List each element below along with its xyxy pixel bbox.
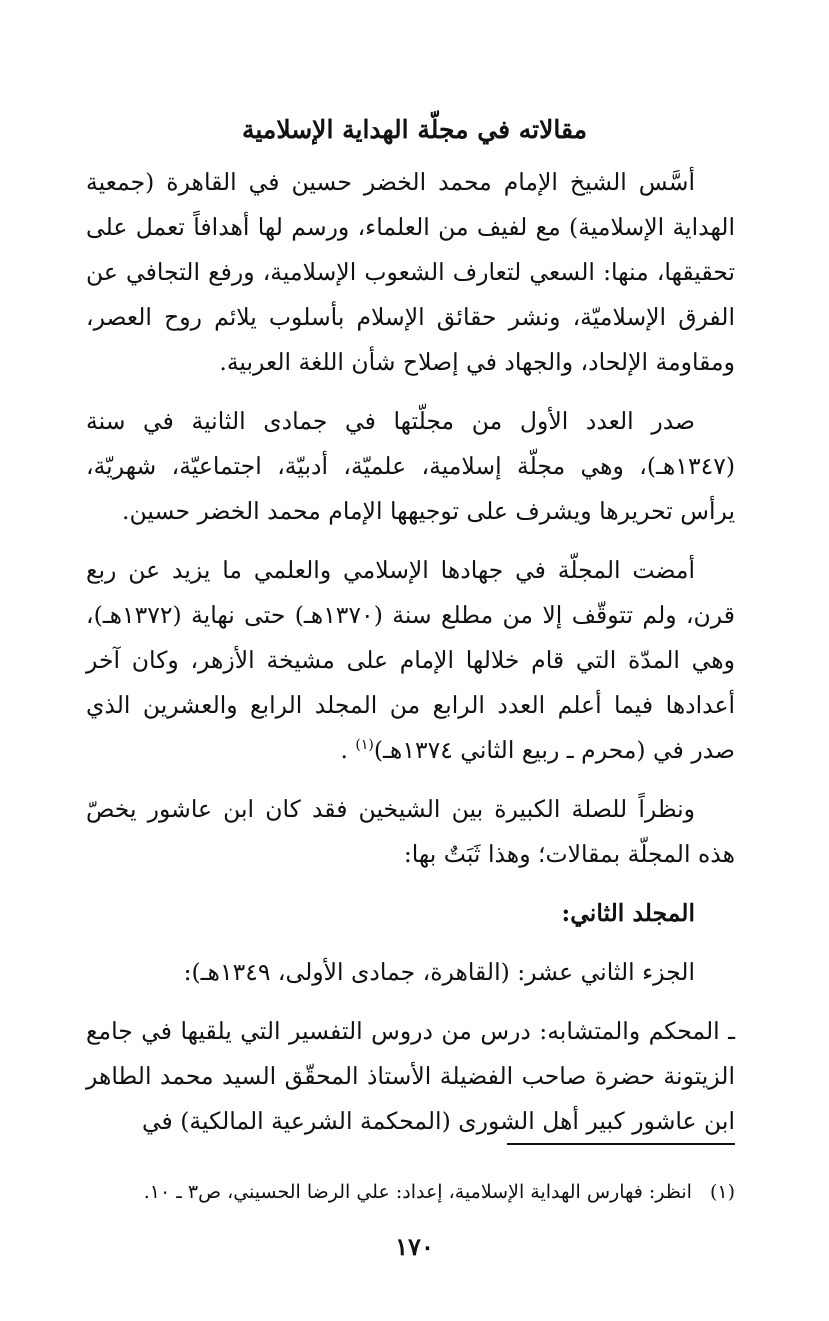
running-head: مقالاته في مجلّة الهداية الإسلامية	[241, 115, 587, 144]
page-number: ١٧٠	[395, 1232, 434, 1261]
paragraph-duration-text: أمضت المجلّة في جهادها الإسلامي والعلمي ما يزيد عن ربع قرن، ولم تتوقّف إلا من مطلع سنة (١٣٧٠هـ) حتى نهاية (١٣٧٢هـ)، وهي المدّة التي قام خلالها الإمام على مشيخة الأزهر، وكان آخر أعدادها فيما أعلم العدد الرابع من المجلد الرابع والعشرين الذي صدر في (محرم ـ ربيع الثاني ١٣٧٤هـ)	[86, 556, 736, 764]
issue-line: الجزء الثاني عشر: (القاهرة، جمادى الأولى، ١٣٤٩هـ):	[183, 958, 695, 986]
article-entry: ـ المحكم والمتشابه: درس من دروس التفسير التي يلقيها في جامع الزيتونة حضرة صاحب الفضيلة الأستاذ المحقّق السيد محمد الطاهر ابن عاشور كبير أهل الشورى (المحكمة الشرعية المالكية) في	[86, 1017, 735, 1135]
body-text	[86, 160, 735, 1158]
footnote-reference: (١)	[355, 737, 374, 754]
footnote-separator	[507, 1143, 735, 1145]
paragraph-founding: أسَّس الشيخ الإمام محمد الخضر حسين في القاهرة (جمعية الهداية الإسلامية) مع لفيف من العلماء، ورسم لها أهدافاً تعمل على تحقيقها، منها: السعي لتعارف الشعوب الإسلامية، ورفع التجافي عن الفرق الإسلاميّة، ونشر حقائق الإسلام بأسلوب يلائم روح العصر، ومقاومة الإلحاد، والجهاد في إصلاح شأن اللغة العربية.	[86, 168, 735, 376]
footnote	[86, 1176, 735, 1208]
paragraph-first-issue: صدر العدد الأول من مجلّتها في جمادى الثانية في سنة (١٣٤٧هـ)، وهي مجلّة إسلامية، علميّة، أدبيّة، اجتماعيّة، شهريّة، يرأس تحريرها ويشرف على توجيهها الإمام محمد الخضر حسين.	[86, 407, 735, 525]
footnote-text: انظر: فهارس الهداية الإسلامية، إعداد: علي الرضا الحسيني، ص٣ ـ ١٠.	[143, 1181, 692, 1203]
paragraph-relation: ونظراً للصلة الكبيرة بين الشيخين فقد كان ابن عاشور يخصّ هذه المجلّة بمقالات؛ وهذا ثَبَتٌ بها:	[86, 795, 735, 868]
footnote-number: (١)	[709, 1181, 735, 1203]
section-heading: المجلد الثاني:	[561, 899, 695, 927]
paragraph-end-mark: .	[340, 736, 348, 764]
paragraph-duration	[86, 548, 735, 773]
